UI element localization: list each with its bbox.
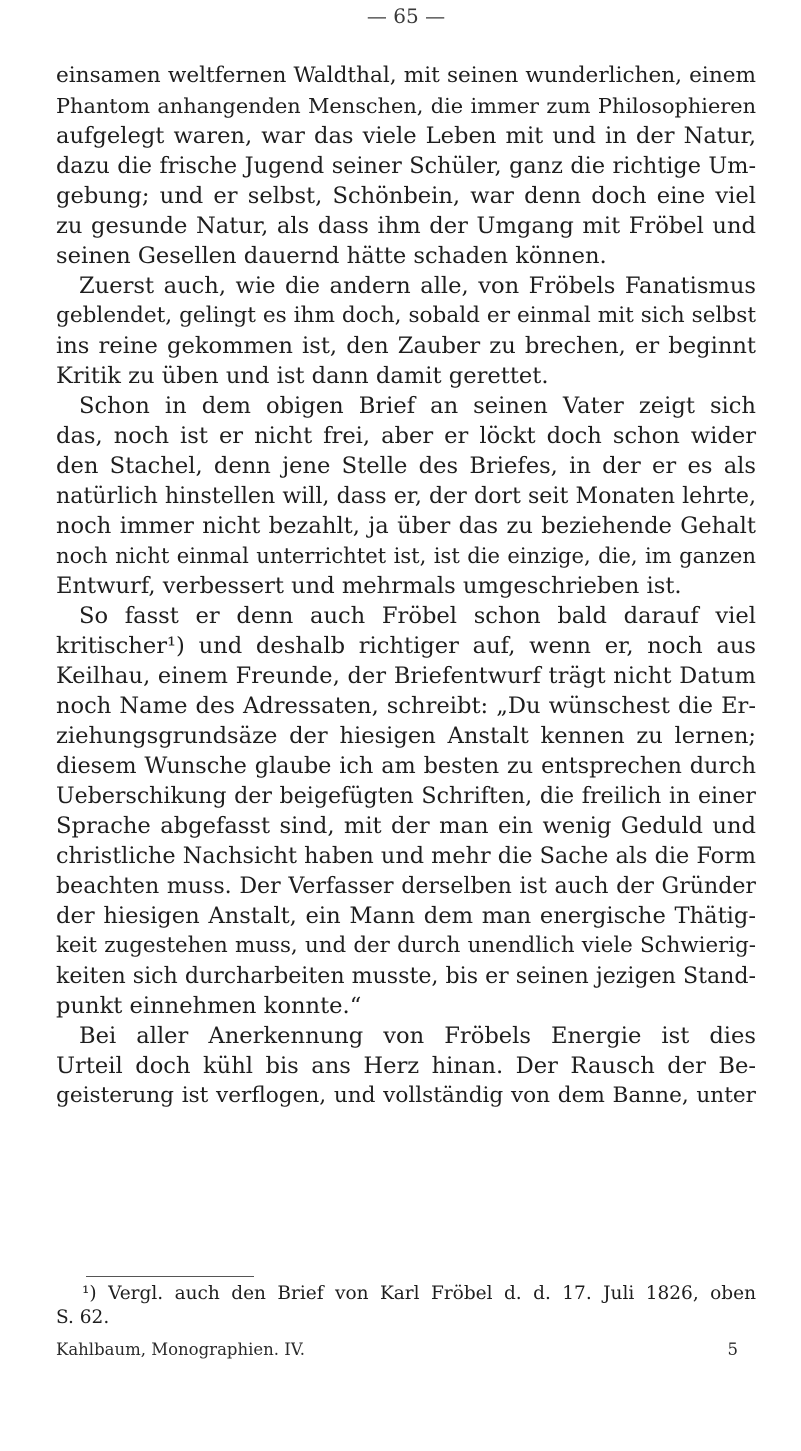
footnote bbox=[56, 1282, 756, 1330]
text-line: gebung; und er selbst, Schönbein, war denn doch eine viel bbox=[56, 183, 756, 209]
text-line: beachten muss. Der Verfasser derselben ist auch der Gründer bbox=[56, 873, 756, 899]
text-line: punkt einnehmen konnte.“ bbox=[56, 993, 362, 1019]
footnote-line: S. 62. bbox=[56, 1307, 110, 1328]
text-line: ins reine gekommen ist, den Zauber zu brechen, er beginnt bbox=[56, 333, 756, 359]
text-line: geblendet, gelingt es ihm doch, sobald er einmal mit sich selbst bbox=[56, 303, 756, 328]
text-line: christliche Nachsicht haben und mehr die Sache als die Form bbox=[56, 843, 756, 869]
text-line: ziehungsgrundsäze der hiesigen Anstalt kennen zu lernen; bbox=[56, 723, 756, 749]
text-line: diesem Wunsche glaube ich am besten zu entsprechen durch bbox=[56, 753, 756, 779]
signature-series-title: Kahlbaum, Monographien. IV. bbox=[56, 1340, 306, 1359]
text-line: Bei aller Anerkennung von Fröbels Energie ist dies bbox=[79, 1023, 756, 1049]
text-line: Sprache abgefasst sind, mit der man ein wenig Geduld und bbox=[56, 813, 756, 839]
text-line: Zuerst auch, wie die andern alle, von Fröbels Fanatismus bbox=[79, 273, 756, 299]
text-line: noch immer nicht bezahlt, ja über das zu beziehende Gehalt bbox=[56, 513, 756, 539]
text-line: kritischer¹) und deshalb richtiger auf, wenn er, noch aus bbox=[56, 633, 756, 659]
page-number: — 65 — bbox=[366, 4, 446, 28]
body-text bbox=[56, 61, 756, 1111]
text-line: geisterung ist verflogen, und vollständig von dem Banne, unter bbox=[56, 1083, 756, 1108]
text-line: Schon in dem obigen Brief an seinen Vater zeigt sich bbox=[79, 393, 756, 419]
text-line: Kritik zu üben und ist dann damit gerettet. bbox=[56, 363, 549, 389]
text-line: keiten sich durcharbeiten musste, bis er seinen jezigen Stand- bbox=[56, 963, 756, 989]
text-line: seinen Gesellen dauernd hätte schaden können. bbox=[56, 243, 607, 269]
footnote-divider bbox=[86, 1276, 254, 1277]
text-line: dazu die frische Jugend seiner Schüler, ganz die richtige Um- bbox=[56, 153, 756, 179]
text-line: den Stachel, denn jene Stelle des Briefes, in der er es als bbox=[56, 453, 756, 479]
text-line: noch nicht einmal unterrichtet ist, ist die einzige, die, im ganzen bbox=[56, 543, 756, 568]
text-line: noch Name des Adressaten, schreibt: „Du wünschest die Er- bbox=[56, 693, 756, 719]
text-line: So fasst er denn auch Fröbel schon bald darauf viel bbox=[79, 603, 756, 629]
text-line: der hiesigen Anstalt, ein Mann dem man energische Thätig- bbox=[56, 903, 756, 929]
text-line: zu gesunde Natur, als dass ihm der Umgang mit Fröbel und bbox=[56, 213, 756, 239]
text-line: Keilhau, einem Freunde, der Briefentwurf trägt nicht Datum bbox=[56, 663, 756, 689]
text-line: keit zugestehen muss, und der durch unendlich viele Schwierig- bbox=[56, 933, 756, 958]
text-line: Ueberschikung der beigefügten Schriften, die freilich in einer bbox=[56, 783, 756, 809]
signature-sheet-number: 5 bbox=[727, 1340, 738, 1359]
text-line: aufgelegt waren, war das viele Leben mit und in der Natur, bbox=[56, 123, 756, 149]
text-line: Urteil doch kühl bis ans Herz hinan. Der Rausch der Be- bbox=[56, 1053, 756, 1079]
text-line: einsamen weltfernen Waldthal, mit seinen wunderlichen, einem bbox=[56, 63, 756, 88]
text-line: Phantom anhangenden Menschen, die immer zum Philosophieren bbox=[56, 94, 756, 118]
text-line: Entwurf, verbessert und mehrmals umgeschrieben ist. bbox=[56, 573, 682, 599]
footnote-line: ¹) Vergl. auch den Brief von Karl Fröbel d. d. 17. Juli 1826, oben bbox=[82, 1283, 756, 1304]
text-line: natürlich hinstellen will, dass er, der dort seit Monaten lehrte, bbox=[56, 483, 756, 509]
text-line: das, noch ist er nicht frei, aber er löckt doch schon wider bbox=[56, 423, 756, 449]
